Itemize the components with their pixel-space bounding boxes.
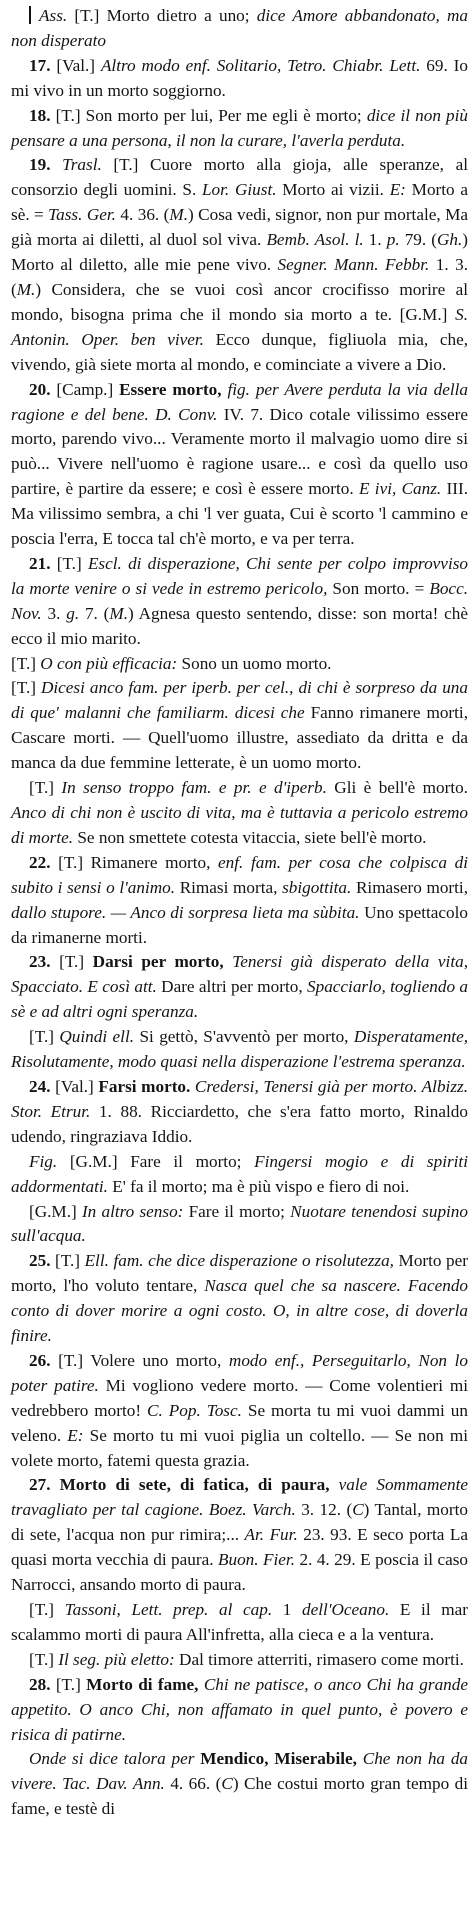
italic-run: Dicesi anco fam. per iperb. per cel., di chi è sorpreso da una di que' malanni che familiarm. dicesi che (11, 678, 468, 723)
entry-18 (11, 104, 468, 154)
bold-run: 19. (29, 155, 51, 175)
text-run: [T.] (29, 1027, 60, 1047)
text-run: [T.] (29, 1649, 59, 1669)
italic-run: In senso troppo fam. e pr. e d'iperb. (61, 778, 327, 798)
bold-run: 18. (29, 105, 51, 125)
italic-run: Tassoni, Lett. prep. al cap. (64, 1600, 273, 1619)
text-run: Rimasero morti, (351, 877, 468, 897)
bold-run: 24. (29, 1076, 51, 1096)
entry-24 (11, 1075, 468, 1150)
bold-run: Darsi per morto, (92, 952, 224, 972)
entry-21 (11, 552, 468, 652)
text-run: ) Considera, che se vuoi così ancor crocifisso morire al mondo, bisogna prima che il mondo sia morto a te. [G.M.] (11, 279, 468, 324)
italic-run: Ar. Fur. (244, 1525, 298, 1545)
bold-run: 22. (29, 852, 51, 872)
italic-run: dell'Oceano. (302, 1600, 390, 1619)
text-run: Se non smettete cotesta vitaccia, siete bell'è morto. (73, 827, 427, 847)
italic-run: p. (386, 230, 400, 250)
italic-run: Gh. (436, 230, 463, 250)
italic-run: Che non ha da vivere. Tac. Dav. Ann. (11, 1749, 469, 1794)
italic-run: fig. per Avere perduta la via della ragione e del bene. D. Conv. (11, 379, 468, 424)
text-run: 7. ( (79, 603, 110, 623)
italic-run: dice Amore abbandonato, ma non disperato (11, 6, 469, 50)
italic-run: Lor. Giust. (202, 180, 277, 200)
text-run: [T.] Cuore morto alla gioja, alle speranze, al consorzio degli uomini. S. (11, 155, 468, 200)
text-run: Dare altri per morto, (156, 977, 307, 997)
text-run: 4. 36. ( (115, 205, 170, 225)
entry-27-sub-b (11, 1648, 468, 1673)
italic-run: C (221, 1774, 233, 1794)
text-run: IV. 7. Dico cotale vilissimo essere morto, parendo vivo... Veramente morto il malvagio uomo dire si può... Vivere nell'uomo è ragione usare... e così da quello uso partire, è partire da essere; e così è essere morto. (11, 404, 468, 499)
bold-run: Farsi morto. (98, 1076, 191, 1096)
italic-run: Disperatamente, Risolutamente, modo quasi nella disperazione l'estrema speranza. (11, 1027, 468, 1072)
bold-run: 26. (29, 1350, 51, 1370)
italic-run: Escl. di disperazione, Chi sente per colpo improvviso la morte venire o si vede in estremo pericolo, (11, 553, 468, 598)
entry-continuation (11, 4, 468, 54)
text-run: 2. 4. 29. E poscia il caso Narrocci, ansando morto di paura. (11, 1550, 469, 1595)
text-run: ) Morto al diletto, alle mie pene vivo. (11, 230, 469, 275)
italic-run: C (352, 1500, 364, 1520)
text-run: ) Tantal, morto di sete, l'acqua non pur rimira;... (11, 1500, 468, 1545)
text-run: [T.] (50, 553, 88, 573)
text-run: [T.] (11, 653, 41, 673)
text-run (224, 952, 233, 971)
italic-run: Quindi ell. (59, 1027, 135, 1047)
text-run: Se morta tu mi vuoi dammi un veleno. (11, 1400, 468, 1445)
text-run: [T.] (50, 952, 93, 972)
text-run: 69. Io mi vivo in un morto soggiorno. (11, 55, 468, 100)
italic-run: Ell. fam. che dice disperazione o risolutezza, (84, 1251, 394, 1271)
text-run: ) Cosa vedi, signor, non pur mortale, Ma già morta ai diletti, al duol sol viva. (11, 205, 468, 250)
text-run: Son morto. = (327, 578, 430, 598)
entry-28-sub-a (11, 1747, 468, 1822)
italic-run: M. (16, 279, 36, 299)
entry-26 (11, 1349, 468, 1474)
text-run: Fare il morto; (183, 1201, 291, 1221)
bold-run: 20. (29, 379, 51, 399)
text-run (330, 1475, 339, 1494)
italic-run: dallo stupore. — Anco di sorpresa lieta ma sùbita. (11, 902, 360, 922)
italic-run: S. Antonin. Oper. ben viver. (11, 304, 468, 349)
italic-run: Anco di chi non è uscito di vita, ma è tuttavia a pericolo estremo di morte. (11, 803, 468, 847)
text-run: Mi vogliono vedere morto. — Come volentieri mi vedrebbero morto! (11, 1375, 468, 1420)
text-run: 3. 12. ( (295, 1500, 353, 1520)
text-run: Sono un uomo morto. (177, 653, 332, 673)
text-run: [T.] (50, 1674, 87, 1694)
text-run: [T.] Volere uno morto, (50, 1350, 229, 1370)
italic-run: M. (169, 205, 189, 225)
entry-22 (11, 851, 468, 951)
text-run: [T.] (11, 678, 41, 698)
italic-run: Nuotare tenendosi supino sull'acqua. (11, 1201, 468, 1246)
text-run: [Camp.] (50, 379, 120, 399)
italic-run: O con più efficacia: (40, 653, 178, 673)
text-run: 23. 93. E seco porta La quasi morta vecchia di paura. (11, 1525, 469, 1570)
text-run: 1. 3. ( (11, 255, 469, 299)
italic-run: In altro senso: (81, 1201, 184, 1221)
italic-run: sbigottita. (282, 877, 352, 897)
entry-20 (11, 378, 468, 552)
text-run: III. Ma vilissimo sembra, a chi 'l ver guata, Cui è scorto 'l cammino e poscia l'erra, E tocca tal ch'è morto, e va per terra. (11, 479, 468, 549)
text-run: [T.] (29, 1600, 65, 1619)
bold-run: 21. (29, 553, 51, 573)
text-run (50, 155, 62, 174)
text-run: Gli è bell'è morto. (326, 778, 468, 798)
italic-run: modo enf., Perseguitarlo, Non lo poter patire. (11, 1350, 468, 1395)
italic-run: Onde si dice talora per (29, 1749, 195, 1769)
text-run: [Val.] (50, 55, 101, 75)
italic-run: Credersi, Tenersi già per morto. Albizz. Stor. Etrur. (11, 1076, 468, 1121)
text-run: 1. (363, 230, 387, 250)
entry-17 (11, 54, 468, 104)
text-run: [G.M.] Fare il morto; (57, 1151, 255, 1171)
italic-run: Fingersi mogio e di spiriti addormentati. (11, 1151, 468, 1196)
text-run: Morto a sè. = (11, 180, 468, 225)
text-run: [T.] (50, 1251, 85, 1271)
italic-run: Il seg. più eletto: (58, 1649, 175, 1669)
italic-run: Altro modo enf. Solitario, Tetro. Chiabr. Lett. (100, 55, 421, 75)
italic-run: enf. fam. per cosa che colpisca di subito i sensi o l'animo. (11, 852, 468, 897)
entry-21-sub-a (11, 652, 468, 677)
entry-21-sub-b (11, 676, 468, 776)
italic-run: Fig. (29, 1151, 58, 1171)
text-run: [T.] Rimanere morto, (50, 852, 219, 872)
entry-27 (11, 1473, 468, 1598)
entry-19 (11, 153, 468, 377)
italic-run: E ivi, Canz. (358, 479, 442, 499)
text-run: Fanno rimanere morti, Cascare morti. — Quell'uomo illustre, assediato da dritta e da manca da due femmine letterate, è un uomo morto. (11, 703, 469, 773)
italic-run: Ass. (39, 6, 68, 25)
text-run: Uno spettacolo da rimanerne morti. (11, 902, 468, 947)
entry-25 (11, 1249, 468, 1349)
text-run (50, 1475, 59, 1494)
text-run: Dal timore atterriti, rimasero come morti. (174, 1649, 464, 1669)
italic-run: E: (389, 180, 406, 200)
italic-run: Spacciarlo, togliendo a sè e ad altri ogni speranza. (11, 977, 469, 1022)
italic-run: Bemb. Asol. l. (266, 230, 364, 250)
text-run: E' fa il morto; ma è più vispo e fiero di noi. (107, 1176, 410, 1196)
italic-run: M. (109, 603, 129, 623)
text-run: 1 (272, 1600, 303, 1619)
entry-23 (11, 950, 468, 1025)
italic-run: Bocc. Nov. (11, 578, 468, 623)
text-run: [T.] Morto dietro a uno; (67, 6, 257, 25)
entry-28 (11, 1673, 468, 1748)
italic-run: g. (66, 603, 80, 623)
column-rule (29, 6, 31, 24)
text-run: Morto per morto, l'ho voluto tentare, (11, 1251, 468, 1296)
text-run: 79. ( (399, 230, 437, 250)
entry-27-sub-a (11, 1598, 468, 1648)
text-run: Rimasi morta, (175, 877, 283, 897)
text-run: ) Che costui morto gran tempo di fame, e testè di (11, 1774, 468, 1819)
bold-run: 27. (29, 1475, 51, 1495)
text-run: [G.M.] (29, 1201, 82, 1221)
entry-21-sub-c (11, 776, 468, 851)
text-run: ) Agnesa questo sentendo, disse: son morta! chè ecco il mio marito. (11, 603, 469, 648)
entry-24-sub-a (11, 1150, 468, 1200)
italic-run: C. Pop. Tosc. (147, 1400, 242, 1420)
text-run: 4. 66. ( (164, 1774, 222, 1794)
bold-run: 28. (29, 1674, 51, 1694)
italic-run: Chi ne patisce, o anco Chi ha grande appetito. O anco Chi, non affamato in quel punto, è povero e risica di patirne. (11, 1674, 468, 1744)
entry-24-sub-b (11, 1200, 468, 1250)
bold-run: Mendico, Miserabile, (200, 1749, 357, 1769)
bold-run: 17. (29, 55, 51, 75)
text-run: [T.] Son morto per lui, Per me egli è morto; (50, 105, 367, 125)
text-run: 3. (41, 603, 67, 623)
text-run: Si gettò, S'avventò per morto, (134, 1027, 354, 1047)
italic-run: Nasca quel che sa nascere. Facendo conto di dover morire a ogni costo. O, in altre cose, di doverla finire. (11, 1276, 469, 1346)
text-run: [T.] (29, 778, 62, 798)
bold-run: Essere morto, (119, 379, 222, 399)
italic-run: Segner. Mann. Febbr. (277, 255, 430, 275)
text-run: Morto ai vizii. (276, 180, 390, 200)
text-run: E il mar scalammo morti di paura All'infretta, alla cieca e a la ventura. (11, 1600, 468, 1644)
italic-run: Buon. Fier. (217, 1550, 296, 1570)
text-run: Se morto tu mi vuoi piglia un coltello. — Se non mi volete morto, fatemi questa grazia. (11, 1425, 468, 1470)
italic-run: Trasl. (62, 155, 102, 175)
italic-run: vale Sommamente travagliato per tal cagione. Boez. Varch. (11, 1475, 468, 1520)
entry-23-sub-a (11, 1025, 468, 1075)
italic-run: Tenersi già disperato della vita, Spacciato. E così att. (11, 952, 469, 997)
bold-run: 23. (29, 952, 51, 972)
italic-run: E: (67, 1425, 84, 1445)
bold-run: 25. (29, 1251, 51, 1271)
text-run: 1. 88. Ricciardetto, che s'era fatto morto, Rinaldo udendo, ringraziava Iddio. (11, 1101, 468, 1146)
text-run: [Val.] (50, 1076, 99, 1096)
italic-run: Tass. Ger. (48, 205, 116, 225)
text-run: Ecco dunque, figliuola mia, che, vivendo, già siete morta al mondo, e cominciate a vivere a Dio. (11, 329, 468, 374)
bold-run: Morto di sete, di fatica, di paura, (59, 1475, 330, 1495)
italic-run: dice il non più pensare a una persona, il non la curare, l'averla perduta. (11, 105, 469, 150)
bold-run: Morto di fame, (86, 1674, 199, 1694)
